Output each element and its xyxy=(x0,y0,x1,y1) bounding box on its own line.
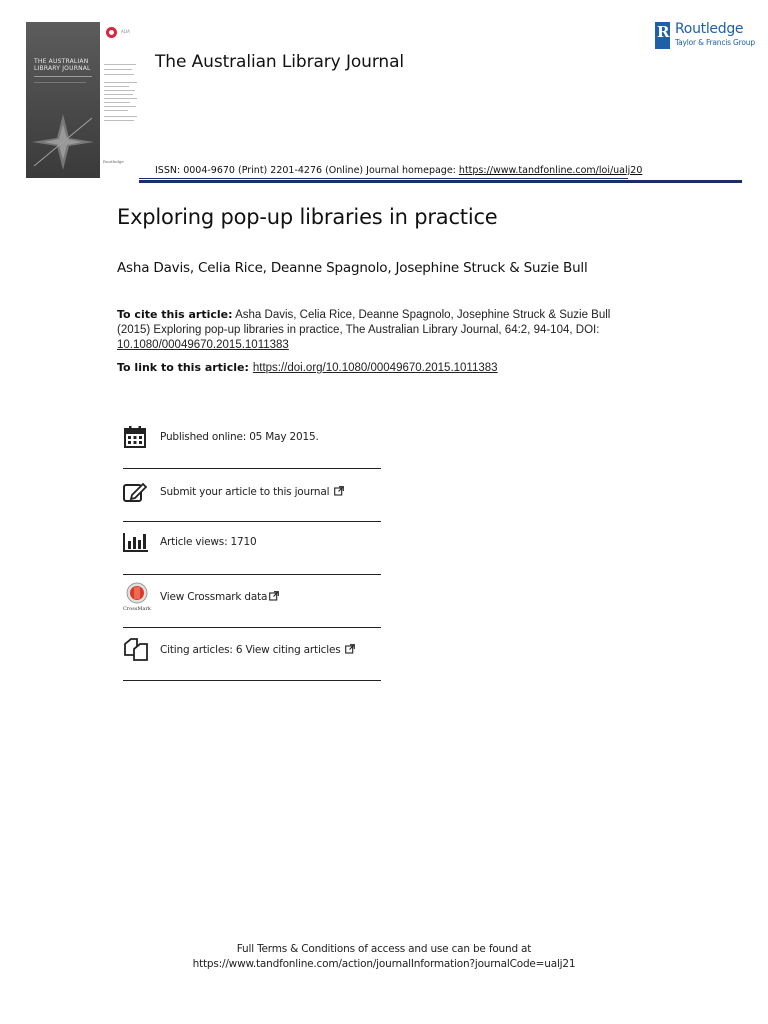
article-doi-url-link[interactable]: https://doi.org/10.1080/00049670.2015.1011383 xyxy=(252,362,498,374)
alia-logo-icon xyxy=(106,27,117,38)
external-link-icon xyxy=(269,591,279,604)
cover-publisher-mark: Routledge xyxy=(103,159,124,164)
submit-article-row[interactable] xyxy=(123,466,381,518)
crossmark-row[interactable] xyxy=(123,571,381,623)
footer xyxy=(0,942,768,972)
info-divider xyxy=(123,680,381,681)
article-link-line xyxy=(117,361,498,374)
publisher-name: Routledge xyxy=(675,21,744,37)
crossmark-icon xyxy=(123,582,153,612)
bar-chart-icon xyxy=(123,527,153,557)
link-label: To link to this article: xyxy=(117,361,249,374)
journal-homepage-link[interactable]: https://www.tandfonline.com/loi/ualj20 xyxy=(458,165,643,176)
cover-rule xyxy=(34,76,92,77)
cite-text: Asha Davis, Celia Rice, Deanne Spagnolo, Josephine Struck & Suzie Bull (2015) Exploring pop-up libraries in practice, The Australian Library Journal, 64:2, 94-104, DOI: xyxy=(117,309,611,336)
edit-icon xyxy=(123,477,153,507)
article-authors: Asha Davis, Celia Rice, Deanne Spagnolo, Josephine Struck & Suzie Bull xyxy=(117,260,588,276)
cover-title: THE AUSTRALIAN LIBRARY JOURNAL xyxy=(34,58,91,72)
routledge-logo xyxy=(655,21,755,52)
routledge-logo-icon xyxy=(655,22,670,49)
article-title: Exploring pop-up libraries in practice xyxy=(117,205,498,229)
header-divider xyxy=(139,178,628,179)
published-online-text: Published online: 05 May 2015. xyxy=(160,431,319,443)
submit-article-link[interactable] xyxy=(160,486,344,499)
citing-documents-icon xyxy=(123,635,153,665)
article-views-row xyxy=(123,516,381,568)
external-link-icon xyxy=(345,644,355,657)
citing-articles-label: Citing articles: 6 View citing articles xyxy=(160,643,341,656)
alia-label: ALIA xyxy=(121,29,130,34)
article-views-text: Article views: 1710 xyxy=(160,536,257,548)
publisher-subtitle: Taylor & Francis Group xyxy=(675,38,755,47)
cover-rule xyxy=(34,82,86,83)
calendar-icon xyxy=(123,422,153,452)
header-divider xyxy=(139,180,742,183)
citation-block xyxy=(117,307,637,353)
crossmark-label: View Crossmark data xyxy=(160,590,268,603)
footer-terms-url[interactable]: https://www.tandfonline.com/action/journalInformation?journalCode=ualj21 xyxy=(192,958,576,970)
issn-line xyxy=(155,165,642,176)
cover-star-graphic xyxy=(28,110,98,174)
external-link-icon xyxy=(334,486,344,499)
citing-articles-row[interactable] xyxy=(123,624,381,676)
journal-title: The Australian Library Journal xyxy=(155,52,405,72)
citing-articles-link[interactable] xyxy=(160,644,355,657)
published-online-row xyxy=(123,411,381,463)
journal-cover-thumbnail xyxy=(26,22,100,178)
crossmark-link[interactable] xyxy=(160,591,279,604)
footer-terms-text: Full Terms & Conditions of access and use can be found at xyxy=(236,943,532,955)
doi-link[interactable]: 10.1080/00049670.2015.1011383 xyxy=(117,339,289,351)
cite-label: To cite this article: xyxy=(117,308,233,321)
issn-text: ISSN: 0004-9670 (Print) 2201-4276 (Online) Journal homepage: xyxy=(155,165,459,176)
cover-side-panel xyxy=(100,22,140,178)
submit-article-label: Submit your article to this journal xyxy=(160,485,330,498)
crossmark-caption: CrossMark xyxy=(123,606,151,612)
